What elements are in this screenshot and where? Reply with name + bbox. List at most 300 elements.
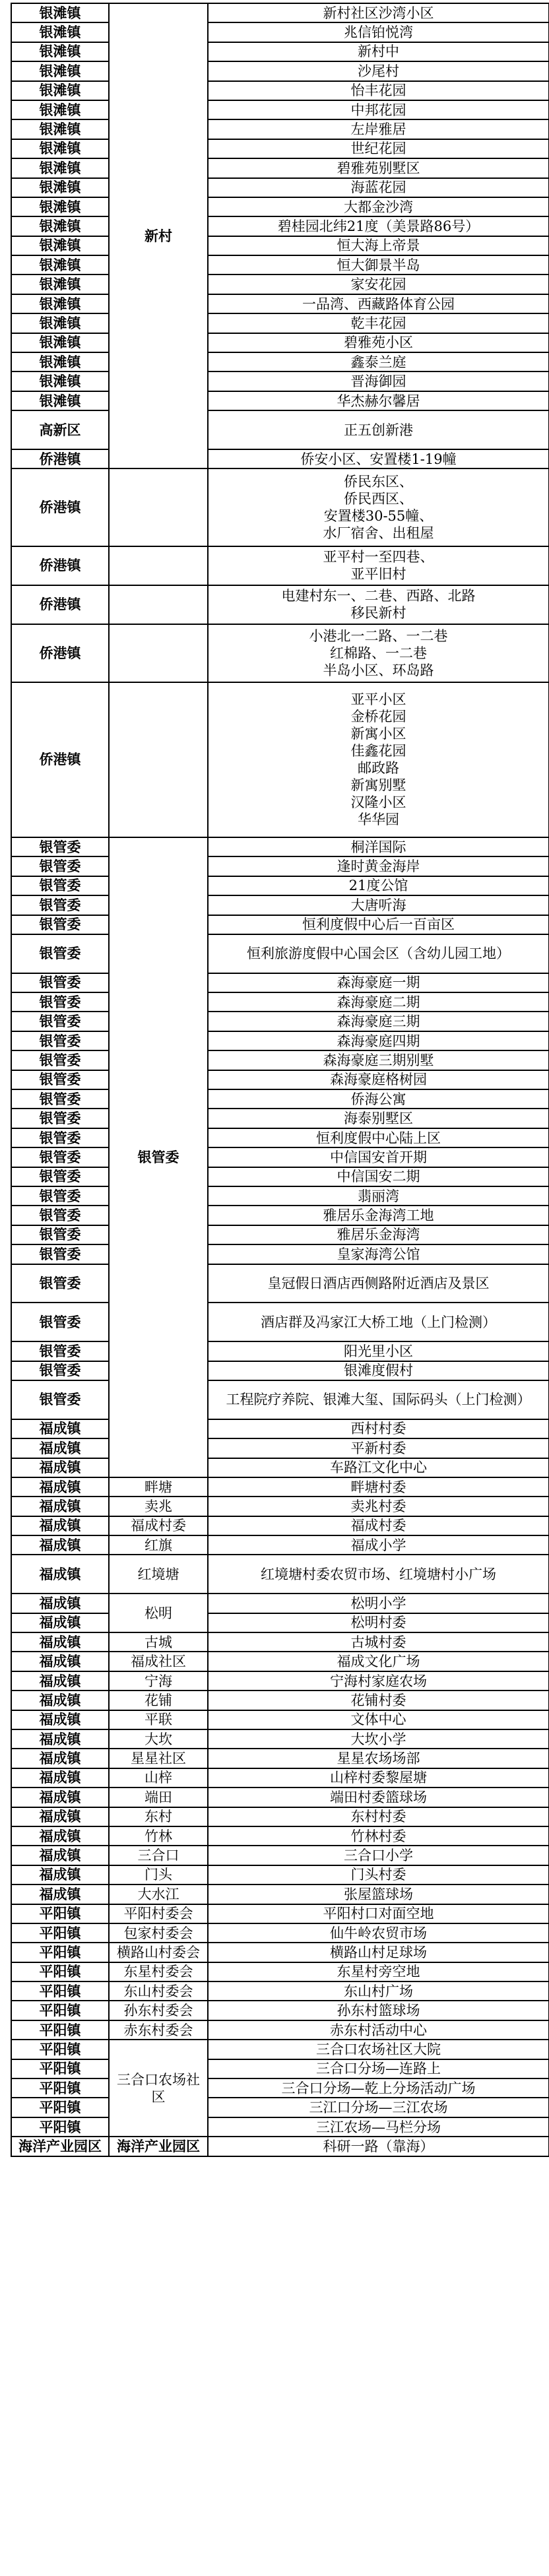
table-row <box>11 1128 549 1147</box>
site-cell: 东星村旁空地 <box>208 1962 549 1981</box>
table-row <box>11 2059 549 2078</box>
site-cell: 福成小学 <box>208 1535 549 1555</box>
table-row <box>11 255 549 274</box>
town-cell: 福成镇 <box>11 1535 109 1555</box>
site-cell: 科研一路（靠海） <box>208 2137 549 2156</box>
site-cell: 21度公馆 <box>208 876 549 895</box>
site-cell: 红境塘村委农贸市场、红境塘村小广场 <box>208 1555 549 1594</box>
town-cell: 银管委 <box>11 973 109 992</box>
town-cell: 福成镇 <box>11 1613 109 1632</box>
site-cell: 酒店群及冯家江大桥工地（上门检测） <box>208 1303 549 1341</box>
town-cell: 海洋产业园区 <box>11 2137 109 2156</box>
site-cell: 三江口分场—三江农场 <box>208 2098 549 2117</box>
site-cell: 畔塘村委 <box>208 1477 549 1497</box>
table-row <box>11 1244 549 1264</box>
site-cell: 碧桂园北纬21度（美景路86号） <box>208 216 549 236</box>
table-row <box>11 1826 549 1846</box>
site-cell: 鑫泰兰庭 <box>208 352 549 371</box>
area-cell: 畔塘 <box>109 1477 208 1497</box>
table-row <box>11 1497 549 1516</box>
town-cell: 福成镇 <box>11 1671 109 1690</box>
area-cell: 星星社区 <box>109 1749 208 1768</box>
site-cell: 兆信铂悦湾 <box>208 22 549 42</box>
town-cell: 福成镇 <box>11 1749 109 1768</box>
site-cell: 新村社区沙湾小区 <box>208 3 549 22</box>
town-cell: 银滩镇 <box>11 81 109 100</box>
town-cell: 银滩镇 <box>11 371 109 391</box>
table-row <box>11 1167 549 1186</box>
area-cell <box>109 468 208 546</box>
town-cell: 银管委 <box>11 1244 109 1264</box>
table-body <box>11 3 549 2156</box>
town-cell: 银管委 <box>11 1050 109 1070</box>
site-cell: 松明小学 <box>208 1594 549 1613</box>
town-cell: 侨港镇 <box>11 546 109 585</box>
site-cell: 亚平小区 金桥花园 新寓小区 佳鑫花园 邮政路 新寓别墅 汉隆小区 华华园 <box>208 682 549 837</box>
table-row <box>11 2040 549 2059</box>
town-cell: 银管委 <box>11 1206 109 1225</box>
site-cell: 恒利度假中心后一百亩区 <box>208 915 549 934</box>
site-cell: 恒利度假中心陆上区 <box>208 1128 549 1147</box>
town-cell: 银管委 <box>11 1361 109 1380</box>
site-cell: 新村中 <box>208 42 549 61</box>
town-cell: 银滩镇 <box>11 119 109 139</box>
area-cell: 福成村委 <box>109 1516 208 1535</box>
table-row <box>11 371 549 391</box>
table-row <box>11 1904 549 1923</box>
table-row <box>11 1225 549 1244</box>
table-row <box>11 2137 549 2156</box>
area-cell: 三合口农场社区 <box>109 2040 208 2137</box>
area-cell: 海洋产业园区 <box>109 2137 208 2156</box>
table-row <box>11 313 549 333</box>
area-cell: 东山村委会 <box>109 1981 208 2001</box>
site-cell: 左岸雅居 <box>208 119 549 139</box>
table-row <box>11 1012 549 1031</box>
site-cell: 松明村委 <box>208 1613 549 1632</box>
town-cell: 银管委 <box>11 1380 109 1419</box>
town-cell: 福成镇 <box>11 1768 109 1787</box>
site-cell: 侨安小区、安置楼1-19幢 <box>208 449 549 468</box>
town-cell: 福成镇 <box>11 1884 109 1904</box>
table-row <box>11 333 549 352</box>
site-cell: 孙东村篮球场 <box>208 2001 549 2020</box>
table-row <box>11 2117 549 2137</box>
site-cell: 海蓝花园 <box>208 178 549 197</box>
table-row <box>11 1186 549 1206</box>
table-row <box>11 1962 549 1981</box>
table-row <box>11 1710 549 1729</box>
table-row <box>11 391 549 410</box>
area-cell: 松明 <box>109 1594 208 1632</box>
town-cell: 平阳镇 <box>11 2078 109 2098</box>
area-cell: 包家村委会 <box>109 1923 208 1943</box>
town-cell: 银滩镇 <box>11 274 109 294</box>
site-cell: 侨民东区、 侨民西区、 安置楼30-55幢、 水厂宿舍、出租屋 <box>208 468 549 546</box>
table-row <box>11 294 549 313</box>
site-cell: 星星农场场部 <box>208 1749 549 1768</box>
town-cell: 银管委 <box>11 1341 109 1361</box>
table-row <box>11 1652 549 1671</box>
site-cell: 古城村委 <box>208 1632 549 1652</box>
site-cell: 花铺村委 <box>208 1690 549 1710</box>
area-cell: 福成社区 <box>109 1652 208 1671</box>
town-cell: 银滩镇 <box>11 158 109 177</box>
site-cell: 山梓村委黎屋塘 <box>208 1768 549 1787</box>
town-cell: 平阳镇 <box>11 2117 109 2137</box>
area-cell <box>109 546 208 585</box>
area-cell: 三合口 <box>109 1846 208 1865</box>
table-row <box>11 2020 549 2040</box>
table-row <box>11 1981 549 2001</box>
table-row <box>11 1632 549 1652</box>
site-cell: 三合口小学 <box>208 1846 549 1865</box>
town-cell: 平阳镇 <box>11 2098 109 2117</box>
table-row <box>11 1516 549 1535</box>
table-row <box>11 410 549 449</box>
table-row <box>11 119 549 139</box>
table-row <box>11 876 549 895</box>
site-cell: 福成村委 <box>208 1516 549 1535</box>
town-cell: 平阳镇 <box>11 1904 109 1923</box>
town-cell: 侨港镇 <box>11 624 109 682</box>
area-cell: 门头 <box>109 1865 208 1884</box>
town-cell: 银滩镇 <box>11 22 109 42</box>
site-cell: 恒大御景半岛 <box>208 255 549 274</box>
table-row <box>11 546 549 585</box>
table-row <box>11 216 549 236</box>
table-row <box>11 1206 549 1225</box>
area-cell: 孙东村委会 <box>109 2001 208 2020</box>
site-cell: 小港北一二路、一二巷 红棉路、一二巷 半岛小区、环岛路 <box>208 624 549 682</box>
town-cell: 银滩镇 <box>11 294 109 313</box>
site-cell: 森海豪庭四期 <box>208 1031 549 1050</box>
town-cell: 福成镇 <box>11 1807 109 1826</box>
site-cell: 逢时黄金海岸 <box>208 856 549 876</box>
site-cell: 宁海村家庭农场 <box>208 1671 549 1690</box>
town-cell: 福成镇 <box>11 1787 109 1807</box>
town-cell: 福成镇 <box>11 1555 109 1594</box>
site-cell: 正五创新港 <box>208 410 549 449</box>
site-cell: 中邦花园 <box>208 100 549 119</box>
table-row <box>11 236 549 255</box>
site-cell: 竹林村委 <box>208 1826 549 1846</box>
table-row <box>11 1594 549 1613</box>
site-cell: 银滩度假村 <box>208 1361 549 1380</box>
town-cell: 银管委 <box>11 1147 109 1167</box>
table-row <box>11 2001 549 2020</box>
site-cell: 一品湾、西藏路体育公园 <box>208 294 549 313</box>
table-row <box>11 2098 549 2117</box>
town-cell: 银管委 <box>11 992 109 1012</box>
area-cell: 平联 <box>109 1710 208 1729</box>
table-row <box>11 1419 549 1438</box>
site-cell: 世纪花园 <box>208 139 549 158</box>
town-cell: 银管委 <box>11 837 109 856</box>
site-cell: 东山村广场 <box>208 1981 549 2001</box>
table-row <box>11 1787 549 1807</box>
table-row <box>11 1749 549 1768</box>
town-cell: 银滩镇 <box>11 61 109 80</box>
area-cell: 横路山村委会 <box>109 1943 208 1962</box>
table-row <box>11 100 549 119</box>
site-cell: 侨海公寓 <box>208 1089 549 1109</box>
site-cell: 大唐听海 <box>208 895 549 915</box>
table-row <box>11 1555 549 1594</box>
area-cell: 大坎 <box>109 1729 208 1749</box>
site-cell: 怡丰花园 <box>208 81 549 100</box>
site-cell: 工程院疗养院、银滩大玺、国际码头（上门检测） <box>208 1380 549 1419</box>
town-cell: 平阳镇 <box>11 2001 109 2020</box>
table-row <box>11 1729 549 1749</box>
table-row <box>11 1671 549 1690</box>
town-cell: 银管委 <box>11 1012 109 1031</box>
table-row <box>11 837 549 856</box>
area-cell: 卖兆 <box>109 1497 208 1516</box>
table-row <box>11 1807 549 1826</box>
table-row <box>11 1303 549 1341</box>
table-row <box>11 895 549 915</box>
town-cell: 福成镇 <box>11 1846 109 1865</box>
area-cell: 平阳村委会 <box>109 1904 208 1923</box>
town-cell: 福成镇 <box>11 1419 109 1438</box>
town-cell: 侨港镇 <box>11 585 109 624</box>
testing-sites-table <box>11 3 549 2157</box>
table-row <box>11 1341 549 1361</box>
table-row <box>11 3 549 22</box>
table-row <box>11 1361 549 1380</box>
town-cell: 银滩镇 <box>11 3 109 22</box>
site-cell: 碧雅苑小区 <box>208 333 549 352</box>
area-cell: 端田 <box>109 1787 208 1807</box>
site-cell: 森海豪庭格树园 <box>208 1070 549 1089</box>
site-cell: 亚平村一至四巷、 亚平旧村 <box>208 546 549 585</box>
site-cell: 华杰赫尔馨居 <box>208 391 549 410</box>
table-row <box>11 1264 549 1303</box>
table-row <box>11 1613 549 1632</box>
town-cell: 银滩镇 <box>11 178 109 197</box>
site-cell: 平新村委 <box>208 1438 549 1458</box>
table-row <box>11 1438 549 1458</box>
town-cell: 平阳镇 <box>11 1943 109 1962</box>
table-row <box>11 1147 549 1167</box>
town-cell: 福成镇 <box>11 1438 109 1458</box>
site-cell: 三合口分场—连路上 <box>208 2059 549 2078</box>
town-cell: 银管委 <box>11 1303 109 1341</box>
table-row <box>11 1070 549 1089</box>
town-cell: 平阳镇 <box>11 2059 109 2078</box>
site-cell: 皇家海湾公馆 <box>208 1244 549 1264</box>
site-cell: 沙尾村 <box>208 61 549 80</box>
table-row <box>11 585 549 624</box>
town-cell: 银滩镇 <box>11 42 109 61</box>
town-cell: 侨港镇 <box>11 468 109 546</box>
town-cell: 平阳镇 <box>11 2040 109 2059</box>
table-row <box>11 352 549 371</box>
town-cell: 福成镇 <box>11 1865 109 1884</box>
town-cell: 银管委 <box>11 895 109 915</box>
town-cell: 银滩镇 <box>11 255 109 274</box>
table-row <box>11 856 549 876</box>
town-cell: 银滩镇 <box>11 236 109 255</box>
table-row <box>11 61 549 80</box>
table-row <box>11 992 549 1012</box>
table-row <box>11 915 549 934</box>
area-cell <box>109 682 208 837</box>
area-cell <box>109 585 208 624</box>
town-cell: 银管委 <box>11 1225 109 1244</box>
site-cell: 福成文化广场 <box>208 1652 549 1671</box>
town-cell: 福成镇 <box>11 1826 109 1846</box>
table-row <box>11 1846 549 1865</box>
site-cell: 恒大海上帝景 <box>208 236 549 255</box>
town-cell: 侨港镇 <box>11 449 109 468</box>
town-cell: 银滩镇 <box>11 333 109 352</box>
site-cell: 乾丰花园 <box>208 313 549 333</box>
town-cell: 银管委 <box>11 1070 109 1089</box>
site-cell: 平阳村口对面空地 <box>208 1904 549 1923</box>
site-cell: 海泰别墅区 <box>208 1109 549 1128</box>
area-cell: 花铺 <box>109 1690 208 1710</box>
site-cell: 森海豪庭三期别墅 <box>208 1050 549 1070</box>
area-cell: 山梓 <box>109 1768 208 1787</box>
site-cell: 碧雅苑别墅区 <box>208 158 549 177</box>
table-row <box>11 624 549 682</box>
town-cell: 银滩镇 <box>11 313 109 333</box>
site-cell: 森海豪庭三期 <box>208 1012 549 1031</box>
area-cell <box>109 624 208 682</box>
town-cell: 福成镇 <box>11 1516 109 1535</box>
area-cell: 竹林 <box>109 1826 208 1846</box>
table-row <box>11 197 549 216</box>
area-cell: 东星村委会 <box>109 1962 208 1981</box>
town-cell: 银管委 <box>11 1264 109 1303</box>
site-cell: 森海豪庭一期 <box>208 973 549 992</box>
town-cell: 银滩镇 <box>11 139 109 158</box>
site-cell: 西村村委 <box>208 1419 549 1438</box>
area-cell: 宁海 <box>109 1671 208 1690</box>
town-cell: 银管委 <box>11 1128 109 1147</box>
town-cell: 银滩镇 <box>11 391 109 410</box>
site-cell: 三江农场—马栏分场 <box>208 2117 549 2137</box>
town-cell: 福成镇 <box>11 1477 109 1497</box>
town-cell: 福成镇 <box>11 1497 109 1516</box>
area-cell: 银管委 <box>109 837 208 1477</box>
town-cell: 银管委 <box>11 1109 109 1128</box>
table-row <box>11 22 549 42</box>
site-cell: 三合口分场—乾上分场活动广场 <box>208 2078 549 2098</box>
town-cell: 银管委 <box>11 856 109 876</box>
table-row <box>11 42 549 61</box>
town-cell: 银管委 <box>11 1186 109 1206</box>
town-cell: 银管委 <box>11 1031 109 1050</box>
town-cell: 平阳镇 <box>11 1962 109 1981</box>
site-cell: 门头村委 <box>208 1865 549 1884</box>
table-row <box>11 1477 549 1497</box>
town-cell: 福成镇 <box>11 1729 109 1749</box>
site-cell: 桐洋国际 <box>208 837 549 856</box>
town-cell: 福成镇 <box>11 1690 109 1710</box>
town-cell: 银滩镇 <box>11 352 109 371</box>
town-cell: 高新区 <box>11 410 109 449</box>
site-cell: 雅居乐金海湾工地 <box>208 1206 549 1225</box>
town-cell: 银管委 <box>11 1167 109 1186</box>
site-cell: 电建村东一、二巷、西路、北路 移民新村 <box>208 585 549 624</box>
table-row <box>11 178 549 197</box>
area-cell: 赤东村委会 <box>109 2020 208 2040</box>
table-row <box>11 158 549 177</box>
site-cell: 张屋篮球场 <box>208 1884 549 1904</box>
area-cell: 红境塘 <box>109 1555 208 1594</box>
site-cell: 仙牛岭农贸市场 <box>208 1923 549 1943</box>
town-cell: 银滩镇 <box>11 100 109 119</box>
area-cell: 大水江 <box>109 1884 208 1904</box>
town-cell: 银管委 <box>11 1089 109 1109</box>
site-cell: 文体中心 <box>208 1710 549 1729</box>
table-row <box>11 1458 549 1477</box>
area-cell: 东村 <box>109 1807 208 1826</box>
town-cell: 福成镇 <box>11 1710 109 1729</box>
area-cell: 古城 <box>109 1632 208 1652</box>
town-cell: 平阳镇 <box>11 1981 109 2001</box>
site-cell: 端田村委篮球场 <box>208 1787 549 1807</box>
table-row <box>11 139 549 158</box>
table-row <box>11 274 549 294</box>
site-cell: 恒利旅游度假中心国会区（含幼儿园工地） <box>208 934 549 973</box>
table-row <box>11 1768 549 1787</box>
site-cell: 横路山村足球场 <box>208 1943 549 1962</box>
town-cell: 侨港镇 <box>11 682 109 837</box>
site-cell: 车路江文化中心 <box>208 1458 549 1477</box>
town-cell: 银管委 <box>11 915 109 934</box>
town-cell: 银管委 <box>11 934 109 973</box>
table-row <box>11 449 549 468</box>
table-row <box>11 1535 549 1555</box>
table-row <box>11 973 549 992</box>
site-cell: 大都金沙湾 <box>208 197 549 216</box>
table-row <box>11 1089 549 1109</box>
table-row <box>11 1109 549 1128</box>
site-cell: 晋海御园 <box>208 371 549 391</box>
table-row <box>11 2078 549 2098</box>
site-cell: 赤东村活动中心 <box>208 2020 549 2040</box>
site-cell: 家安花园 <box>208 274 549 294</box>
table-row <box>11 1865 549 1884</box>
table-row <box>11 1943 549 1962</box>
table-row <box>11 934 549 973</box>
town-cell: 福成镇 <box>11 1652 109 1671</box>
site-cell: 森海豪庭二期 <box>208 992 549 1012</box>
site-cell: 东村村委 <box>208 1807 549 1826</box>
site-cell: 三合口农场社区大院 <box>208 2040 549 2059</box>
table-row <box>11 1923 549 1943</box>
town-cell: 福成镇 <box>11 1458 109 1477</box>
town-cell: 平阳镇 <box>11 2020 109 2040</box>
site-cell: 大坎小学 <box>208 1729 549 1749</box>
town-cell: 银滩镇 <box>11 197 109 216</box>
town-cell: 平阳镇 <box>11 1923 109 1943</box>
town-cell: 福成镇 <box>11 1632 109 1652</box>
site-cell: 中信国安二期 <box>208 1167 549 1186</box>
table-row <box>11 81 549 100</box>
town-cell: 银滩镇 <box>11 216 109 236</box>
site-cell: 翡丽湾 <box>208 1186 549 1206</box>
table-row <box>11 1380 549 1419</box>
table-row <box>11 682 549 837</box>
table-row <box>11 1884 549 1904</box>
site-cell: 皇冠假日酒店西侧路附近酒店及景区 <box>208 1264 549 1303</box>
table-row <box>11 1031 549 1050</box>
